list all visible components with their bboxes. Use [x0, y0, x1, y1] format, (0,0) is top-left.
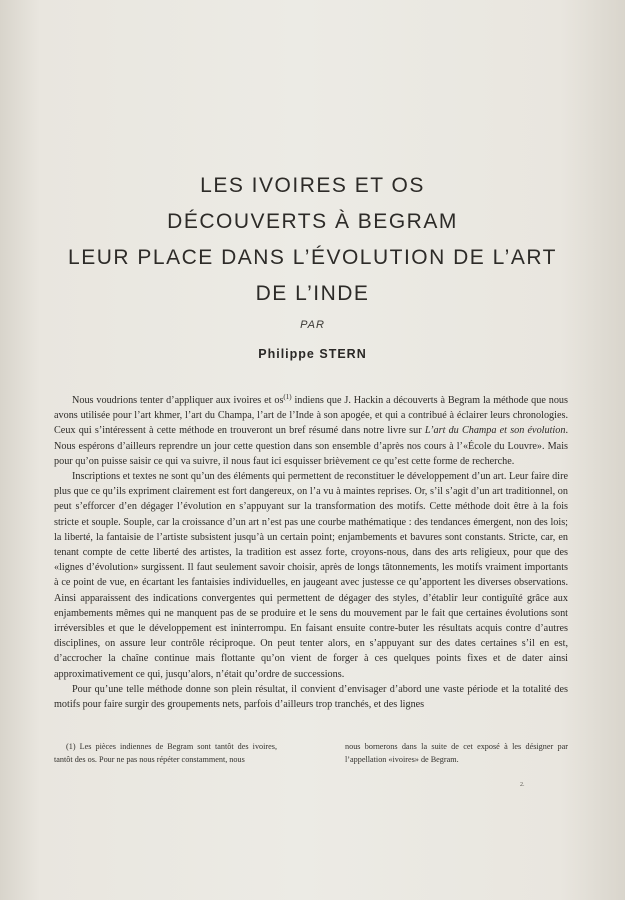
paragraph-text: . Nous espérons d’ailleurs reprendre un jour cette question dans son ensemble d’après nos cours à l’«École du Louvre». Mais pour qu’on puisse saisir ce qui va suivre, il nous faut ici esquisser brièvement ce qu’est cette forme de recherche.: [54, 425, 568, 467]
title-line: DÉCOUVERTS À BEGRAM: [167, 210, 458, 233]
footnote-right: nous bornerons dans la suite de cet exposé à les désigner par l’appellation «ivoires» de Begram.: [345, 742, 568, 764]
title-line: LEUR PLACE DANS L’ÉVOLUTION DE L’ART: [68, 246, 557, 269]
article-title: [60, 168, 565, 312]
paragraph-text: Nous voudrions tenter d’appliquer aux ivoires et os: [72, 395, 284, 406]
paragraph: Inscriptions et textes ne sont qu’un des éléments qui permettent de reconstituer le développement d’un art. Leur faire dire plus que ce qu’ils expriment clairement est fort dangereux, on l’a vu à maintes reprises. Or, s’il s’agit d’un art traditionnel, on peut s’efforcer d’en dégager l’évolution en s’appuyant sur la transformation des motifs. Cette méthode doit être à la fois stricte et souple. Souple, car la croissance d’un art n’est pas une courbe mathématique : des tendances émergent, non des lois; la liberté, la fantaisie de l’artiste subsistent jusqu’à un certain point; enjambements et bavures sont constants. Stricte, car, en tenant compte de cette liberté des artistes, la tradition est assez forte, croyons-nous, dans des arts religieux, pour que des «lignes d’évolution» surgissent. Il faut seulement savoir choisir, après de longs tâtonnements, les motifs vraiment importants à ce point de vue, en écartant les fantaisies individuelles, en jaugeant avec justesse ce qu’apportent les diverses observations. Ainsi apparaissent des indications convergentes qui permettent de dégager des styles, d’établir leur contiguïté grâce aux enjambements mêmes qui ne manquent pas de se produire et le sens du mouvement par le fait que certaines évolutions sont irréversibles et que le développement est ininterrompu. En faisant ensuite contre-buter les résultats acquis contre d’autres disciplines, on assure leur contrôle réciproque. On peut tenter alors, en s’appuyant sur des dates certaines s’il en est, d’accrocher la chaîne continue mais flottante qu’on vient de forger à ces quelques points fixes et de dater ainsi approximativement ce qui, jusqu’alors, n’était qu’ordre de successions.: [54, 471, 568, 680]
book-title: L’art du Champa et son évolution: [424, 425, 566, 437]
paragraph: [54, 390, 568, 469]
footnote-left: (1) Les pièces indiennes de Begram sont tantôt des ivoires, tantôt des os. Pour ne pas nous répéter constamment, nous: [54, 742, 277, 764]
page-number: 2.: [520, 782, 525, 788]
footnote-reference: (1): [283, 393, 292, 401]
paragraph: Pour qu’une telle méthode donne son plein résultat, il convient d’envisager d’abord une vaste période et la totalité des motifs pour faire surgir des groupements nets, parfois d’ailleurs trop tranchés, et des lignes: [54, 683, 568, 711]
title-line: DE L’INDE: [255, 282, 370, 305]
by-label: PAR: [300, 319, 325, 331]
title-line: LES IVOIRES ET OS: [200, 174, 425, 197]
author-name: Philippe STERN: [258, 347, 367, 361]
article-body: [54, 390, 568, 712]
footnotes: [54, 741, 568, 766]
paragraph-text: indiens que J. Hackin a découverts à Begram la méthode que nous avons utilisée pour l’art khmer, l’art du Champa, l’art de l’Inde à son apogée, et qui a contribué à éclairer leurs chronologies. Ceux qui s’intéressent à cette méthode en trouveront un bref résumé dans notre livre sur: [54, 395, 568, 437]
